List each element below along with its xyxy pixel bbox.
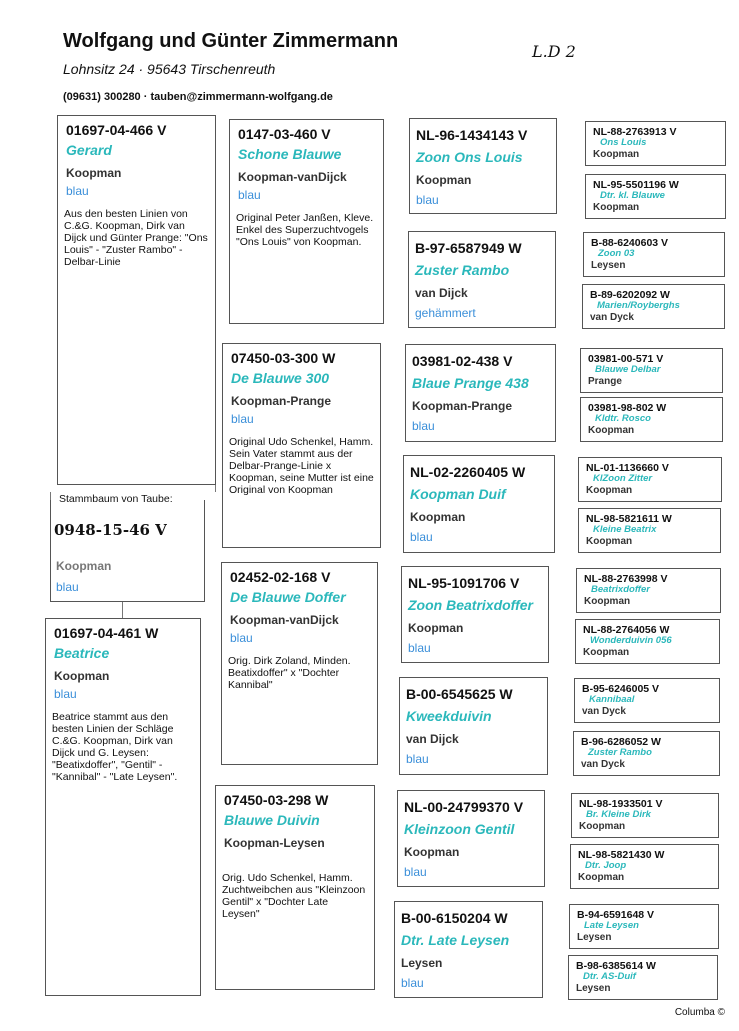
ancestor-mini-card [580, 397, 723, 442]
grandparent-ring: 0147-03-460 V [238, 126, 331, 142]
dam-breeder: Koopman [54, 669, 110, 683]
grandparent-breeder: Koopman-Prange [231, 394, 332, 408]
ancestor-name: Blaue Prange 438 [412, 375, 529, 391]
ancestor-color: blau [416, 193, 439, 207]
ancestor-mini-card [576, 568, 721, 613]
mini-ring: NL-98-1933501 V [579, 798, 663, 810]
mini-breeder: Koopman [588, 425, 635, 436]
ancestor-breeder: van Dijck [415, 286, 468, 300]
ancestor-breeder: Leysen [401, 956, 443, 970]
ancestor-name: Zoon Beatrixdoffer [408, 597, 533, 613]
mini-breeder: Koopman [586, 485, 633, 496]
ancestor-mini-card [578, 457, 722, 502]
ancestor-ring: NL-02-2260405 W [410, 464, 526, 480]
ancestor-mini-card [574, 678, 720, 723]
dam-card [45, 618, 201, 996]
ancestor-card [394, 901, 543, 998]
grandparent-ring: 07450-03-298 W [224, 792, 329, 808]
mini-name: Kannibaal [589, 694, 635, 705]
mini-ring: B-95-6246005 V [582, 683, 660, 695]
ancestor-name: Dtr. Late Leysen [401, 932, 510, 948]
mini-name: Kldtr. Rosco [595, 413, 651, 424]
sire-color: blau [66, 184, 89, 198]
ancestor-color: blau [412, 419, 435, 433]
mini-breeder: Prange [588, 376, 622, 387]
mini-breeder: Koopman [579, 821, 626, 832]
sire-name: Gerard [66, 142, 112, 158]
mini-breeder: van Dyck [581, 759, 625, 770]
sire-card [57, 115, 216, 485]
mini-breeder: van Dyck [590, 312, 634, 323]
ancestor-card [397, 790, 545, 887]
dam-color: blau [54, 687, 77, 701]
ancestor-name: Zoon Ons Louis [416, 149, 523, 165]
ancestor-mini-card [583, 232, 725, 277]
mini-ring: NL-88-2763998 V [584, 573, 668, 585]
ancestor-name: Koopman Duif [410, 486, 506, 502]
page-title: Wolfgang und Günter Zimmermann [63, 30, 399, 52]
grandparent-color: blau [231, 412, 254, 426]
ancestor-ring: NL-95-1091706 V [408, 575, 520, 591]
mini-name: Dtr. AS-Duif [583, 971, 636, 982]
mini-name: Kleine Beatrix [593, 524, 657, 535]
ancestor-mini-card [571, 793, 719, 838]
subject-color: blau [56, 580, 79, 594]
grandparent-ring: 07450-03-300 W [231, 350, 336, 366]
ancestor-mini-card [573, 731, 720, 776]
mini-name: Dtr. Joop [585, 860, 627, 871]
grandparent-name: Schone Blauwe [238, 146, 342, 162]
ancestor-name: Kleinzoon Gentil [404, 821, 515, 837]
grandparent-ring: 02452-02-168 V [230, 569, 331, 585]
ancestor-breeder: Koopman [404, 845, 460, 859]
ancestor-breeder: van Dijck [406, 732, 459, 746]
mini-ring: NL-88-2764056 W [583, 624, 670, 636]
mini-name: Ons Louis [600, 137, 647, 148]
ancestor-mini-card [580, 348, 723, 393]
ancestor-ring: B-97-6587949 W [415, 240, 522, 256]
ancestor-color: blau [406, 752, 429, 766]
grandparent-breeder: Koopman-Leysen [224, 836, 325, 850]
grandparent-name: De Blauwe Doffer [230, 589, 346, 605]
sire-breeder: Koopman [66, 166, 122, 180]
ancestor-ring: B-00-6545625 W [406, 686, 513, 702]
grandparent-card [215, 785, 375, 990]
mini-name: Dtr. kl. Blauwe [600, 190, 665, 201]
handwritten-note: L.D 2 [532, 42, 576, 61]
ancestor-breeder: Koopman [408, 621, 464, 635]
ancestor-mini-card [585, 121, 726, 166]
grandparent-description: Original Peter Janßen, Kleve. Enkel des Superzuchtvogels "Ons Louis" von Koopman. [236, 212, 374, 248]
mini-breeder: Koopman [578, 872, 625, 883]
grandparent-description: Orig. Udo Schenkel, Hamm. Zuchtweibchen aus "Kleinzoon Gentil" x "Dochter Late Leysen" [222, 872, 366, 920]
mini-ring: NL-98-5821430 W [578, 849, 665, 861]
ancestor-mini-card [578, 508, 721, 553]
ancestor-ring: 03981-02-438 V [412, 353, 513, 369]
ancestor-breeder: Koopman-Prange [412, 399, 513, 413]
mini-breeder: Koopman [593, 149, 640, 160]
grandparent-name: Blauwe Duivin [224, 812, 320, 828]
dam-name: Beatrice [54, 645, 110, 661]
ancestor-color: blau [401, 976, 424, 990]
ancestor-card [409, 118, 557, 214]
mini-ring: B-89-6202092 W [590, 289, 670, 301]
ancestor-mini-card [568, 955, 718, 1000]
ancestor-color: blau [404, 865, 427, 879]
mini-name: Zoon 03 [598, 248, 635, 259]
ancestor-breeder: Koopman [410, 510, 466, 524]
grandparent-name: De Blauwe 300 [231, 370, 330, 386]
ancestor-name: Zuster Rambo [415, 262, 510, 278]
mini-name: Br. Kleine Dirk [586, 809, 651, 820]
subject-label: Stammbaum von Taube: [56, 493, 176, 505]
ancestor-ring: NL-96-1434143 V [416, 127, 528, 143]
mini-ring: NL-88-2763913 V [593, 126, 677, 138]
ancestor-card [408, 231, 556, 328]
grandparent-color: blau [230, 631, 253, 645]
footer-credit: Columba © [674, 1007, 725, 1018]
mini-name: Wonderduivin 056 [590, 635, 672, 646]
mini-breeder: Koopman [583, 647, 630, 658]
contact-line: (09631) 300280 · tauben@zimmermann-wolfgang.de [63, 91, 333, 103]
mini-breeder: Koopman [593, 202, 640, 213]
mini-ring: B-98-6385614 W [576, 960, 656, 972]
ancestor-mini-card [575, 619, 720, 664]
mini-name: Zuster Rambo [588, 747, 652, 758]
ancestor-color: blau [408, 641, 431, 655]
subject-breeder: Koopman [56, 559, 112, 573]
dam-ring: 01697-04-461 W [54, 625, 159, 641]
ancestor-ring: B-00-6150204 W [401, 910, 508, 926]
mini-name: Marien/Royberghs [597, 300, 680, 311]
mini-ring: NL-98-5821611 W [586, 513, 672, 525]
connector-line [122, 602, 123, 618]
ancestor-mini-card [585, 174, 726, 219]
mini-ring: NL-95-5501196 W [593, 179, 679, 191]
ancestor-ring: NL-00-24799370 V [404, 799, 524, 815]
sire-description: Aus den besten Linien von C.&G. Koopman, Dirk van Dijck und Günter Prange: "Ons Louis" - "Zuster Rambo" - Delbar-Linie [64, 208, 208, 268]
grandparent-description: Original Udo Schenkel, Hamm. Sein Vater stammt aus der Delbar-Prange-Linie x Koopman, seine Mutter ist eine Original von Koopman [229, 436, 374, 496]
dam-description: Beatrice stammt aus den besten Linien der Schläge C.&G. Koopman, Dirk van Dijck und G. Leysen: "Beatixdoffer", "Gentil" - "Kannibal" - "Late Leysen". [52, 711, 178, 783]
grandparent-color: blau [238, 188, 261, 202]
subject-ring: 0948-15-46 V [54, 521, 167, 539]
grandparent-card [229, 119, 384, 324]
sire-ring: 01697-04-466 V [66, 122, 167, 138]
address: Lohnsitz 24 · 95643 Tirschenreuth [63, 61, 276, 77]
mini-breeder: Leysen [577, 932, 612, 943]
mini-breeder: Leysen [576, 983, 611, 994]
ancestor-mini-card [582, 284, 725, 329]
ancestor-breeder: Koopman [416, 173, 472, 187]
mini-ring: NL-01-1136660 V [586, 462, 669, 474]
ancestor-color: blau [410, 530, 433, 544]
mini-ring: B-96-6286052 W [581, 736, 661, 748]
grandparent-breeder: Koopman-vanDijck [230, 613, 339, 627]
mini-name: Blauwe Delbar [595, 364, 661, 375]
ancestor-card [405, 344, 556, 442]
mini-ring: 03981-00-571 V [588, 353, 664, 365]
ancestor-card [403, 455, 555, 553]
mini-breeder: van Dyck [582, 706, 626, 717]
ancestor-mini-card [570, 844, 719, 889]
grandparent-card [221, 562, 378, 765]
mini-name: KlZoon Zitter [593, 473, 653, 484]
ancestor-color: gehämmert [415, 306, 476, 320]
mini-ring: B-88-6240603 V [591, 237, 669, 249]
mini-breeder: Koopman [584, 596, 631, 607]
ancestor-name: Kweekduivin [406, 708, 492, 724]
ancestor-card [401, 566, 549, 663]
ancestor-card [399, 677, 548, 775]
mini-ring: 03981-98-802 W [588, 402, 667, 414]
mini-name: Late Leysen [584, 920, 639, 931]
ancestor-mini-card [569, 904, 719, 949]
mini-breeder: Koopman [586, 536, 633, 547]
grandparent-description: Orig. Dirk Zoland, Minden. Beatixdoffer" x "Dochter Kannibal" [228, 655, 351, 691]
grandparent-card [222, 343, 381, 548]
mini-breeder: Leysen [591, 260, 626, 271]
mini-name: Beatrixdoffer [591, 584, 650, 595]
grandparent-breeder: Koopman-vanDijck [238, 170, 347, 184]
mini-ring: B-94-6591648 V [577, 909, 655, 921]
